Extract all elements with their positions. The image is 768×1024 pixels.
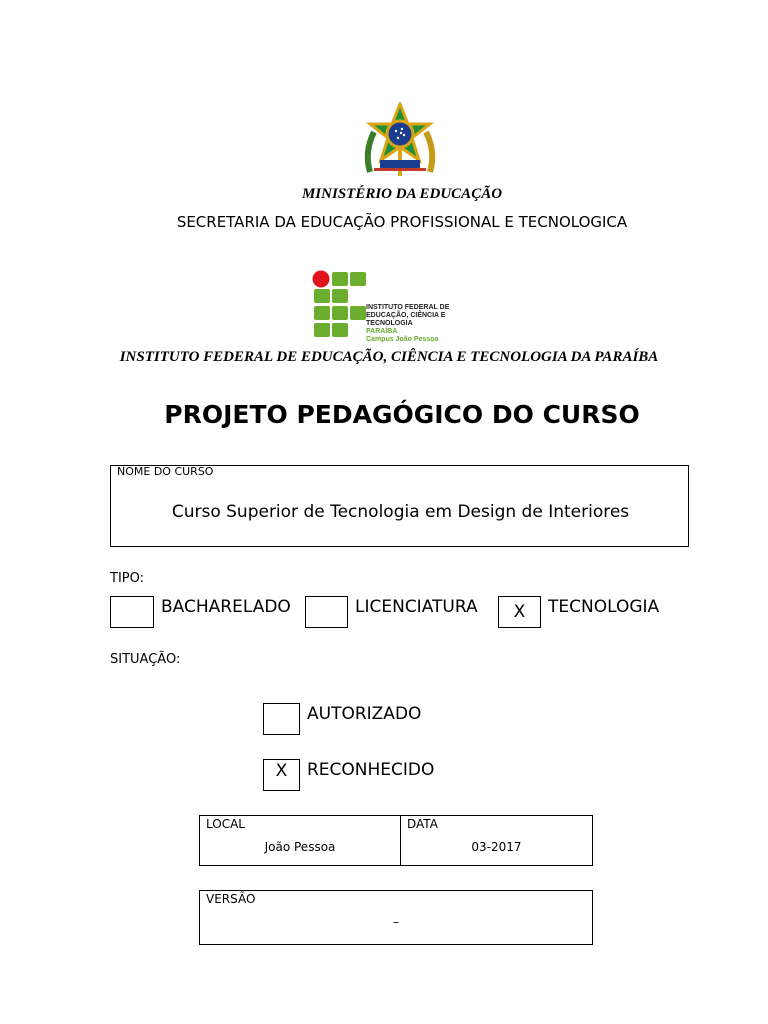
ifpb-logo <box>312 270 494 343</box>
tecnologia-checkbox[interactable]: X <box>498 596 541 628</box>
bacharelado-label: BACHARELADO <box>161 597 291 617</box>
autorizado-label: AUTORIZADO <box>307 704 422 724</box>
ministry-heading: MINISTÉRIO DA EDUCAÇÃO <box>301 186 503 202</box>
ifpb-logo-mark-icon <box>312 270 368 340</box>
versao-cell <box>199 890 593 945</box>
ifpb-logo-line-1: INSTITUTO FEDERAL DE <box>366 304 450 311</box>
ifpb-logo-line-3: PARAÍBA <box>366 328 398 335</box>
licenciatura-checkbox[interactable] <box>305 596 348 628</box>
tecnologia-label: TECNOLOGIA <box>548 597 660 617</box>
licenciatura-label: LICENCIATURA <box>355 597 478 617</box>
document-title: PROJETO PEDAGÓGICO DO CURSO <box>164 400 640 429</box>
data-cell <box>400 815 593 866</box>
local-label: LOCAL <box>206 817 245 831</box>
autorizado-checkbox[interactable] <box>263 703 300 735</box>
data-label: DATA <box>407 817 438 831</box>
secretariat-heading: SECRETARIA DA EDUCAÇÃO PROFISSIONAL E TECNOLOGICA <box>176 213 628 231</box>
course-name-box <box>110 465 689 547</box>
ifpb-logo-line-4: Campus João Pessoa <box>366 336 439 343</box>
course-name-label: NOME DO CURSO <box>117 465 214 478</box>
local-value: João Pessoa <box>264 840 336 854</box>
tipo-label: TIPO: <box>110 571 144 586</box>
brazil-coat-of-arms-icon <box>360 102 440 182</box>
local-cell <box>199 815 401 866</box>
versao-value: – <box>393 915 399 929</box>
bacharelado-checkbox[interactable] <box>110 596 154 628</box>
situacao-label: SITUAÇÃO: <box>110 652 181 667</box>
reconhecido-checkbox[interactable]: X <box>263 759 300 791</box>
versao-label: VERSÃO <box>206 892 256 906</box>
institute-heading: INSTITUTO FEDERAL DE EDUCAÇÃO, CIÊNCIA E TECNOLOGIA DA PARAÍBA <box>119 349 659 365</box>
data-value: 03-2017 <box>471 840 522 854</box>
course-name-value: Curso Superior de Tecnologia em Design de Interiores <box>171 502 630 522</box>
reconhecido-label: RECONHECIDO <box>307 760 435 780</box>
ifpb-logo-line-2: EDUCAÇÃO, CIÊNCIA E TECNOLOGIA <box>366 312 446 327</box>
